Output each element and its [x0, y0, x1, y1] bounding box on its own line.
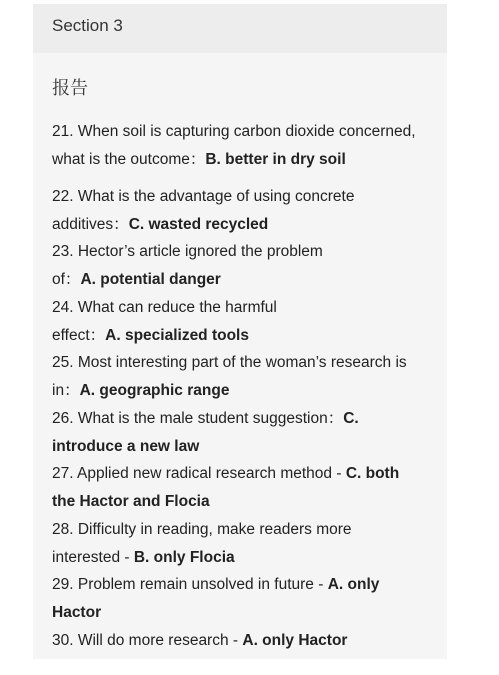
answer-text: A. specialized tools — [105, 327, 249, 344]
question-text: 27. Applied new radical research method - — [52, 465, 346, 482]
answer-text: C. both — [345, 465, 400, 482]
question-text: 26. What is the male student suggestion： — [52, 410, 344, 427]
question-24 — [52, 294, 277, 350]
question-line — [52, 349, 407, 377]
question-27 — [52, 460, 399, 516]
answer-text: A. only — [327, 576, 380, 593]
answer-text: B. only Flocia — [133, 549, 235, 566]
question-line — [52, 516, 352, 544]
question-line — [52, 544, 352, 572]
question-text: what is the outcome： — [52, 151, 206, 168]
question-line — [52, 460, 399, 488]
question-line — [52, 118, 416, 146]
question-text: 23. Hector’s article ignored the problem — [52, 243, 323, 260]
answer-text: C. — [343, 410, 359, 427]
question-line — [52, 627, 347, 655]
question-text: 30. Will do more research - — [52, 632, 243, 649]
answer-text: B. better in dry soil — [205, 151, 346, 168]
question-text: 25. Most interesting part of the woman’s research is — [52, 354, 407, 371]
question-text: additives： — [52, 216, 129, 233]
question-29 — [52, 571, 379, 627]
question-line — [52, 266, 323, 294]
question-text: 21. When soil is capturing carbon dioxide concerned, — [52, 123, 416, 140]
question-23 — [52, 238, 323, 294]
question-30 — [52, 627, 347, 655]
question-text: effect： — [52, 327, 106, 344]
section-title: Section 3 — [52, 16, 123, 35]
report-title: 报告 — [52, 78, 88, 99]
section-header — [33, 4, 447, 53]
question-text: interested - — [52, 549, 134, 566]
question-line — [52, 183, 354, 211]
question-line — [52, 599, 379, 627]
question-line — [52, 433, 359, 461]
question-21 — [52, 118, 416, 174]
question-text: 22. What is the advantage of using concrete — [52, 188, 355, 205]
question-26 — [52, 405, 359, 461]
answer-text: introduce a new law — [52, 438, 200, 455]
question-line — [52, 238, 323, 266]
question-line — [52, 294, 277, 322]
question-line — [52, 146, 416, 174]
question-22 — [52, 183, 354, 239]
answer-text: A. potential danger — [80, 271, 221, 288]
answer-text: A. only Hactor — [242, 632, 348, 649]
question-line — [52, 405, 359, 433]
question-text: 28. Difficulty in reading, make readers more — [52, 521, 352, 538]
question-line — [52, 377, 407, 405]
answer-text: the Hactor and Flocia — [52, 493, 210, 510]
question-28 — [52, 516, 352, 572]
question-text: of： — [52, 271, 81, 288]
answer-text: C. wasted recycled — [128, 216, 269, 233]
section-card — [33, 4, 447, 659]
question-line — [52, 211, 354, 239]
question-line — [52, 571, 379, 599]
answer-text: A. geographic range — [79, 382, 230, 399]
question-25 — [52, 349, 407, 405]
question-text: 29. Problem remain unsolved in future - — [52, 576, 328, 593]
question-line — [52, 322, 277, 350]
question-text: 24. What can reduce the harmful — [52, 299, 277, 316]
question-line — [52, 488, 399, 516]
question-text: in： — [52, 382, 80, 399]
answer-text: Hactor — [52, 604, 102, 621]
